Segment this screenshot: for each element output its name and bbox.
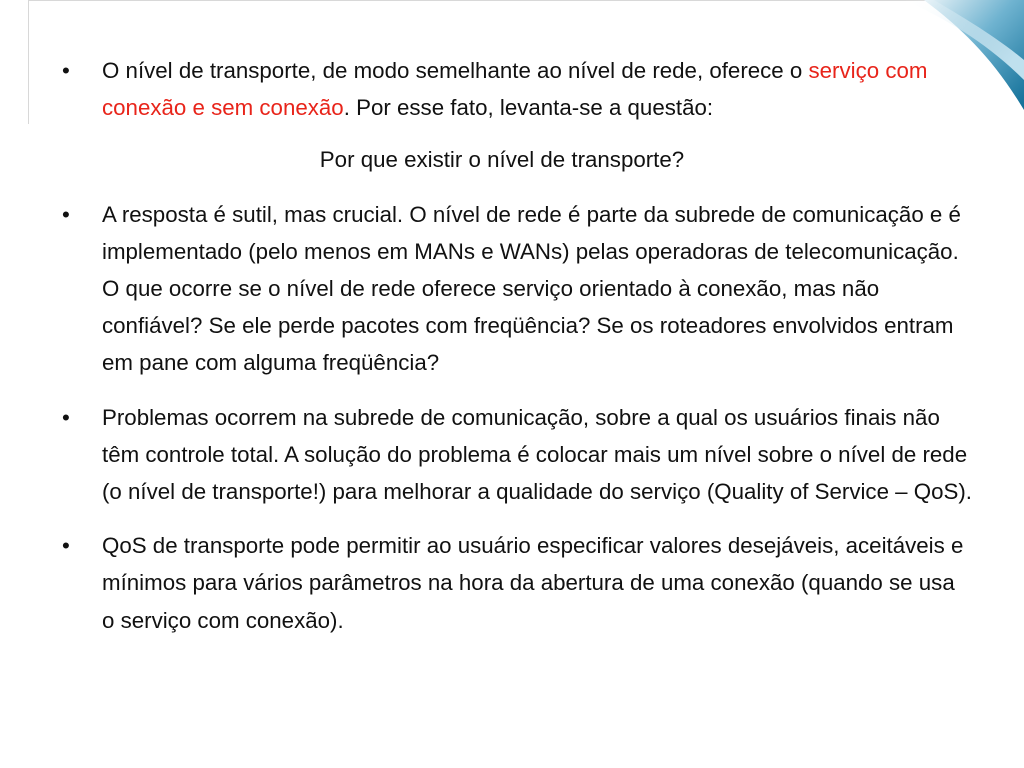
frame-left-line xyxy=(28,0,29,124)
bullet-1-text-after: . Por esse fato, levanta-se a questão: xyxy=(343,95,714,121)
bullet-2-text: A resposta é sutil, mas crucial. O nível de rede é parte da subrede de comunicação e é implementado (pelo menos em MANs e WANs) pelas operadoras de telecomunicação. O que ocorre se o nível de rede oferece serviço orientado à conexão, mas não confiável? Se ele perde pacotes com freqüência? Se os roteadores envolvidos entram em pane com alguma freqüência? xyxy=(102,201,961,376)
bullet-4-text: QoS de transporte pode permitir ao usuário especificar valores desejáveis, aceitáveis e mínimos para vários parâmetros na hora da abertura de uma conexão (quando se usa o serviço com conexão). xyxy=(102,533,964,633)
slide-content xyxy=(62,52,972,656)
bullet-marker: • xyxy=(62,201,70,227)
frame-top-line xyxy=(28,0,1024,1)
bullet-1-text-before: O nível de transporte, de modo semelhante ao nível de rede, oferece o xyxy=(102,58,809,83)
bullet-item-3 xyxy=(62,399,972,511)
bullet-marker: • xyxy=(62,404,70,430)
bullet-3-text: Problemas ocorrem na subrede de comunicação, sobre a qual os usuários finais não têm controle total. A solução do problema é colocar mais um nível sobre o nível de rede (o nível de transporte!) para melhorar a qualidade do serviço (Quality of Service – QoS). xyxy=(102,404,973,505)
bullet-1-highlight: serviço com conexão e sem conexão xyxy=(102,58,928,121)
bullet-item-2 xyxy=(62,196,972,382)
question-line: Por que existir o nível de transporte? xyxy=(319,147,685,173)
bullet-item-1 xyxy=(62,52,972,126)
bullet-marker: • xyxy=(62,533,70,559)
bullet-item-4 xyxy=(62,527,972,639)
bullet-marker: • xyxy=(62,58,70,83)
